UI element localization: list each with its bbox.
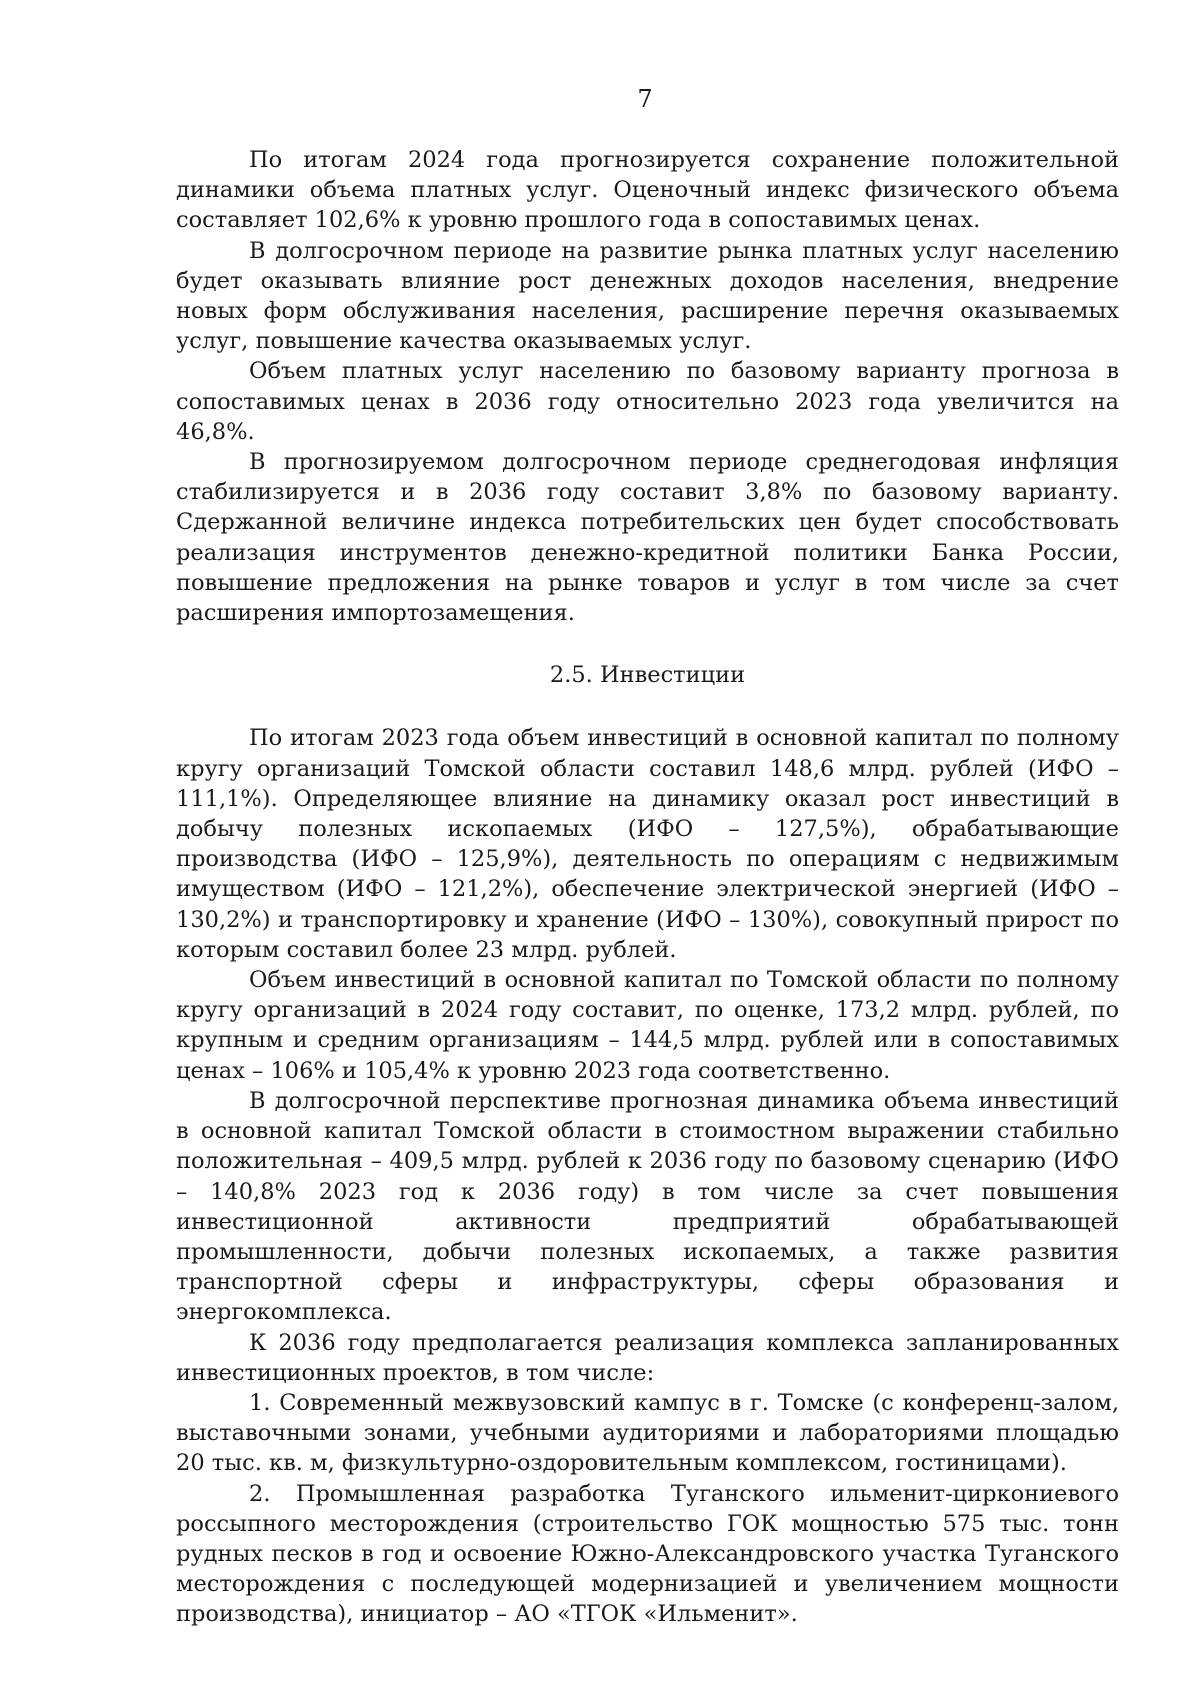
paragraph-inflation: В прогнозируемом долгосрочном периоде среднегодовая инфляция стабилизируется и в 2036 году составит 3,8% по базовому варианту. Сдержанной величине индекса потребительских цен будет способствовать реализация инструментов денежно-кредитной политики Банка России, повышение предложения на рынке товаров и услуг в том числе за счет расширения импортозамещения. xyxy=(176,449,1119,627)
document-body xyxy=(176,145,1119,1630)
list-item-tugansk-deposit: 2. Промышленная разработка Туганского ильменит-циркониевого россыпного месторождения (строительство ГОК мощностью 575 тыс. тонн рудных песков в год и освоение Южно-Александровского участка Туганского месторождения с последующей модернизацией и увеличением мощности производства), инициатор – АО «ТГОК «Ильменит». xyxy=(176,1480,1119,1628)
paragraph-investments-2024: Объем инвестиций в основной капитал по Томской области по полному кругу организаций в 2024 году составит, по оценке, 173,2 млрд. рублей, по крупным и средним организациям – 144,5 млрд. рублей или в сопоставимых ценах – 106% и 105,4% к уровню 2023 года соответственно. xyxy=(176,967,1119,1084)
paragraph-projects-intro: К 2036 году предполагается реализация комплекса запланированных инвестиционных проектов, в том числе: xyxy=(176,1329,1119,1386)
paragraph-investments-2023: По итогам 2023 года объем инвестиций в основной капитал по полному кругу организаций Томской области составил 148,6 млрд. рублей (ИФО – 111,1%). Определяющее влияние на динамику оказал рост инвестиций в добычу полезных ископаемых (ИФО – 127,5%), обрабатывающие производства (ИФО – 125,9%), деятельность по операциям с недвижимым имуществом (ИФО – 121,2%), обеспечение электрической энергией (ИФО – 130,2%) и транспортировку и хранение (ИФО – 130%), совокупный прирост по которым составил более 23 млрд. рублей. xyxy=(176,725,1119,963)
paragraph-investments-long-term: В долгосрочной перспективе прогнозная динамика объема инвестиций в основной капитал Томской области в стоимостном выражении стабильно положительная – 409,5 млрд. рублей к 2036 году по базовому сценарию (ИФО – 140,8% 2023 год к 2036 году) в том числе за счет повышения инвестиционной активности предприятий обрабатывающей промышленности, добычи полезных ископаемых, а также развития транспортной сферы и инфраструктуры, сферы образования и энергокомплекса. xyxy=(176,1087,1119,1326)
paragraph-paid-services-2024: По итогам 2024 года прогнозируется сохранение положительной динамики объема платных услуг. Оценочный индекс физического объема составляет 102,6% к уровню прошлого года в сопоставимых ценах. xyxy=(176,147,1119,234)
section-heading-investments: 2.5. Инвестиции xyxy=(549,662,746,689)
page-number: 7 xyxy=(637,85,653,113)
paragraph-long-term-services: В долгосрочном периоде на развитие рынка платных услуг населению будет оказывать влияние рост денежных доходов населения, внедрение новых форм обслуживания населения, расширение перечня оказываемых услуг, повышение качества оказываемых услуг. xyxy=(176,237,1119,355)
list-item-campus: 1. Современный межвузовский кампус в г. Томске (с конференц-залом, выставочными зонами, учебными аудиториями и лабораториями площадью 20 тыс. кв. м, физкультурно-оздоровительным комплексом, гостиницами). xyxy=(176,1389,1119,1477)
paragraph-services-volume-2036: Объем платных услуг населению по базовому варианту прогноза в сопоставимых ценах в 2036 году относительно 2023 года увеличится на 46,8%. xyxy=(176,358,1119,445)
